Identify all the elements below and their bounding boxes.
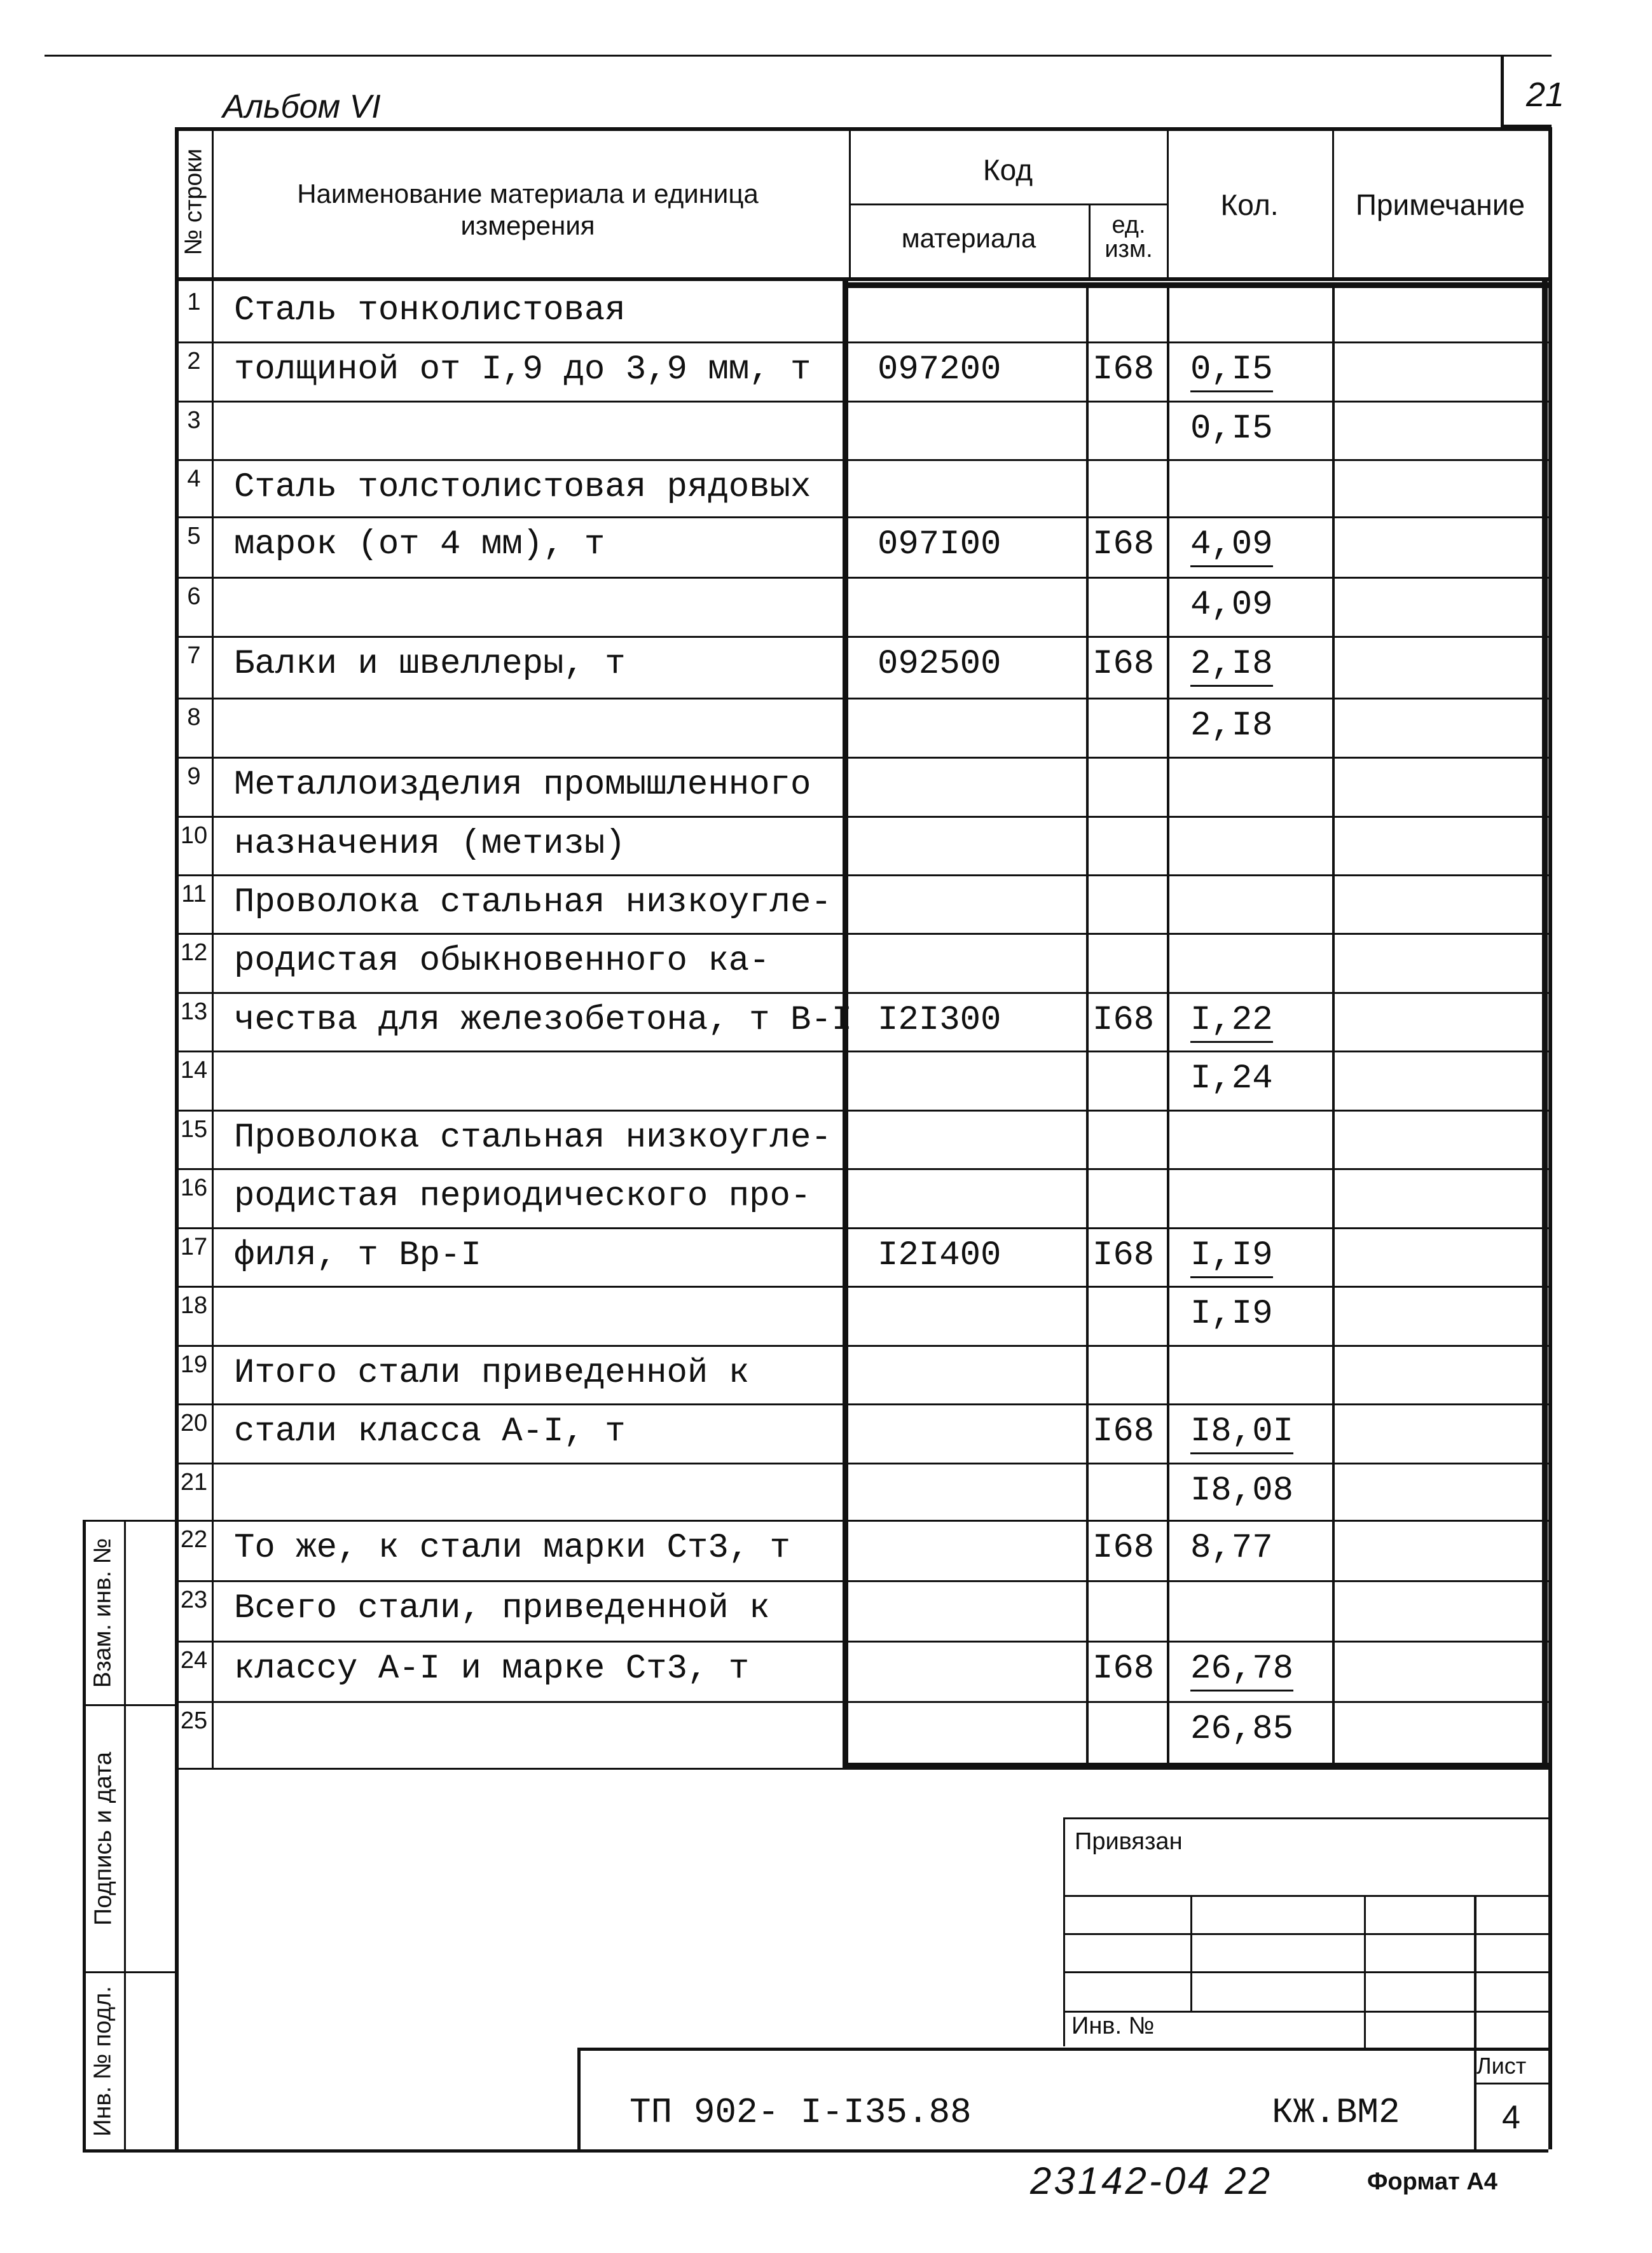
row-quantity: 26,85 xyxy=(1190,1710,1294,1749)
page-number-top: 21 xyxy=(1526,76,1565,114)
doc-code: ТП 902- I-I35.88 xyxy=(630,2092,972,2133)
row-name: стали класса А-I, т xyxy=(234,1412,626,1451)
row-number: 3 xyxy=(187,407,201,434)
row-separator xyxy=(175,401,1548,403)
handwritten-number: 23142-04 22 xyxy=(1030,2160,1272,2202)
top-rule xyxy=(45,55,1552,57)
privyazan-top xyxy=(1063,1817,1548,1819)
header-code-split xyxy=(849,203,1167,205)
list-label-sep xyxy=(1474,2083,1548,2084)
row-number: 11 xyxy=(181,881,207,907)
row-separator xyxy=(175,1403,1548,1405)
side-stamp-mid xyxy=(124,1520,126,2149)
row-quantity: I,24 xyxy=(1190,1059,1273,1098)
row-name: филя, т Вр-I xyxy=(234,1236,481,1275)
row-unit-code: I68 xyxy=(1092,1412,1155,1451)
row-separator xyxy=(175,459,1548,461)
row-number: 12 xyxy=(180,939,208,966)
table-bottom-border xyxy=(175,1768,1548,1770)
row-separator xyxy=(175,1110,1548,1112)
row-number: 24 xyxy=(180,1647,208,1674)
row-material-code: I2I300 xyxy=(878,1001,1002,1040)
row-separator xyxy=(175,1168,1548,1170)
row-name: классу А-I и марке Ст3, т xyxy=(234,1650,750,1688)
row-material-code: I2I400 xyxy=(878,1236,1002,1275)
row-quantity: 8,77 xyxy=(1190,1529,1273,1567)
row-separator xyxy=(175,577,1548,579)
row-separator xyxy=(175,1580,1548,1582)
header-top-border xyxy=(175,127,1548,131)
header-name-divider xyxy=(849,127,851,280)
body-unit-divider xyxy=(1086,282,1089,1768)
row-number: 4 xyxy=(187,465,201,492)
row-separator xyxy=(175,1641,1548,1643)
list-number: 4 xyxy=(1502,2099,1520,2136)
row-unit-code: I68 xyxy=(1092,525,1155,564)
row-separator xyxy=(175,1520,1548,1522)
row-quantity: I8,0I xyxy=(1190,1412,1293,1454)
rownum-divider xyxy=(212,127,214,1768)
row-number: 23 xyxy=(180,1587,208,1613)
row-material-code: 092500 xyxy=(878,645,1002,684)
row-separator xyxy=(175,1227,1548,1229)
row-number: 17 xyxy=(180,1234,208,1260)
title-main-left xyxy=(577,2048,581,2149)
row-unit-code: I68 xyxy=(1092,645,1155,684)
row-material-code: 097I00 xyxy=(878,525,1002,564)
stamp-podpis-data: Подпись и дата xyxy=(90,1751,117,1926)
row-number: 22 xyxy=(180,1526,208,1553)
frame-right-border xyxy=(1548,127,1552,2149)
row-quantity: 4,09 xyxy=(1190,586,1273,624)
side-stamp-left xyxy=(83,1520,86,2149)
row-name: родистая обыкновенного ка- xyxy=(234,942,770,981)
row-number: 7 xyxy=(187,642,201,669)
row-quantity: I,22 xyxy=(1190,1001,1273,1043)
body-thick-top xyxy=(843,282,1548,288)
row-quantity: 26,78 xyxy=(1190,1650,1293,1691)
side-stamp-top xyxy=(83,1520,175,1522)
list-label: Лист xyxy=(1476,2053,1527,2079)
row-unit-code: I68 xyxy=(1092,1001,1155,1040)
row-number: 15 xyxy=(180,1116,208,1143)
header-unit-divider xyxy=(1089,203,1091,280)
row-quantity: 0,I5 xyxy=(1190,350,1273,392)
header-code: Код xyxy=(982,153,1033,186)
inv-no-label: Инв. № xyxy=(1071,2013,1155,2039)
row-quantity: 0,I5 xyxy=(1190,410,1273,448)
row-number: 14 xyxy=(180,1057,208,1084)
row-name: толщиной от I,9 до 3,9 мм, т xyxy=(234,350,811,389)
row-number: 6 xyxy=(187,583,201,610)
page-number-divider xyxy=(1501,55,1504,125)
row-name: Всего стали, приведенной к xyxy=(234,1589,770,1628)
row-separator xyxy=(175,1701,1548,1703)
header-material: материала xyxy=(901,223,1036,253)
row-name: назначения (метизы) xyxy=(234,825,626,864)
row-separator xyxy=(175,698,1548,699)
row-number: 18 xyxy=(180,1292,208,1319)
header-name: Наименование материала и единица измерения xyxy=(297,179,759,241)
header-row-number: № строки xyxy=(180,148,207,256)
row-number: 21 xyxy=(180,1469,208,1496)
row-number: 25 xyxy=(180,1707,208,1734)
row-quantity: I8,08 xyxy=(1190,1471,1294,1510)
doc-mark: КЖ.ВМ2 xyxy=(1272,2092,1400,2133)
row-quantity: 4,09 xyxy=(1190,525,1273,567)
row-name: родистая периодического про- xyxy=(234,1177,811,1216)
row-number: 16 xyxy=(180,1175,208,1201)
header-note: Примечание xyxy=(1355,188,1525,221)
row-name: Металлоизделия промышленного xyxy=(234,766,811,804)
row-separator xyxy=(175,874,1548,876)
row-name: Сталь толстолистовая рядовых xyxy=(234,468,811,507)
row-name: Сталь тонколистовая xyxy=(234,291,626,330)
privyazan-col-1 xyxy=(1190,1895,1192,2011)
header-unit: ед. изм. xyxy=(1105,212,1153,263)
row-separator xyxy=(175,816,1548,818)
row-separator xyxy=(175,516,1548,518)
row-unit-code: I68 xyxy=(1092,1529,1155,1567)
row-name: Балки и швеллеры, т xyxy=(234,645,626,684)
row-quantity: I,I9 xyxy=(1190,1295,1273,1333)
row-number: 19 xyxy=(180,1351,208,1378)
row-number: 2 xyxy=(187,348,201,375)
privyazan-label: Привязан xyxy=(1075,1828,1183,1855)
row-number: 1 xyxy=(187,289,201,315)
row-separator xyxy=(175,933,1548,935)
row-unit-code: I68 xyxy=(1092,1650,1155,1688)
format-label: Формат А4 xyxy=(1367,2168,1497,2195)
row-unit-code: I68 xyxy=(1092,350,1155,389)
row-separator xyxy=(175,1051,1548,1052)
row-number: 9 xyxy=(187,763,201,790)
row-name: То же, к стали марки Ст3, т xyxy=(234,1529,790,1567)
row-number: 13 xyxy=(180,998,208,1025)
row-number: 20 xyxy=(180,1410,208,1437)
privyazan-col-2 xyxy=(1364,1895,1366,2048)
header-bottom-border xyxy=(175,277,1548,281)
body-note-divider xyxy=(1332,282,1335,1768)
row-separator xyxy=(175,757,1548,759)
row-separator xyxy=(175,1345,1548,1347)
row-name: марок (от 4 мм), т xyxy=(234,525,605,564)
header-qty: Кол. xyxy=(1220,188,1279,221)
row-name: Итого стали приведенной к xyxy=(234,1354,750,1393)
row-name: чества для железобетона, т В-I xyxy=(234,1001,853,1040)
row-number: 5 xyxy=(187,523,201,549)
row-separator xyxy=(175,1463,1548,1464)
row-quantity: 2,I8 xyxy=(1190,645,1273,687)
row-separator xyxy=(175,341,1548,343)
row-name: Проволока стальная низкоугле- xyxy=(234,1119,832,1157)
row-quantity: 2,I8 xyxy=(1190,706,1273,745)
album-label: Альбом VI xyxy=(223,88,381,125)
row-number: 8 xyxy=(187,704,201,731)
row-separator xyxy=(175,636,1548,638)
row-quantity: I,I9 xyxy=(1190,1236,1273,1278)
stamp-inv-podl: Инв. № подл. xyxy=(89,1986,116,2137)
body-thick-right xyxy=(1542,280,1548,1768)
row-separator xyxy=(175,992,1548,994)
side-stamp-sep-1 xyxy=(83,1704,175,1706)
row-unit-code: I68 xyxy=(1092,1236,1155,1275)
body-qty-divider xyxy=(1167,282,1169,1768)
page-bottom-border xyxy=(83,2149,1548,2153)
stamp-vzam-inv: Взам. инв. № xyxy=(89,1538,116,1688)
row-material-code: 097200 xyxy=(878,350,1002,389)
title-main-top xyxy=(577,2048,1548,2051)
row-separator xyxy=(175,1286,1548,1288)
row-number: 10 xyxy=(180,822,208,849)
row-name: Проволока стальная низкоугле- xyxy=(234,883,832,922)
